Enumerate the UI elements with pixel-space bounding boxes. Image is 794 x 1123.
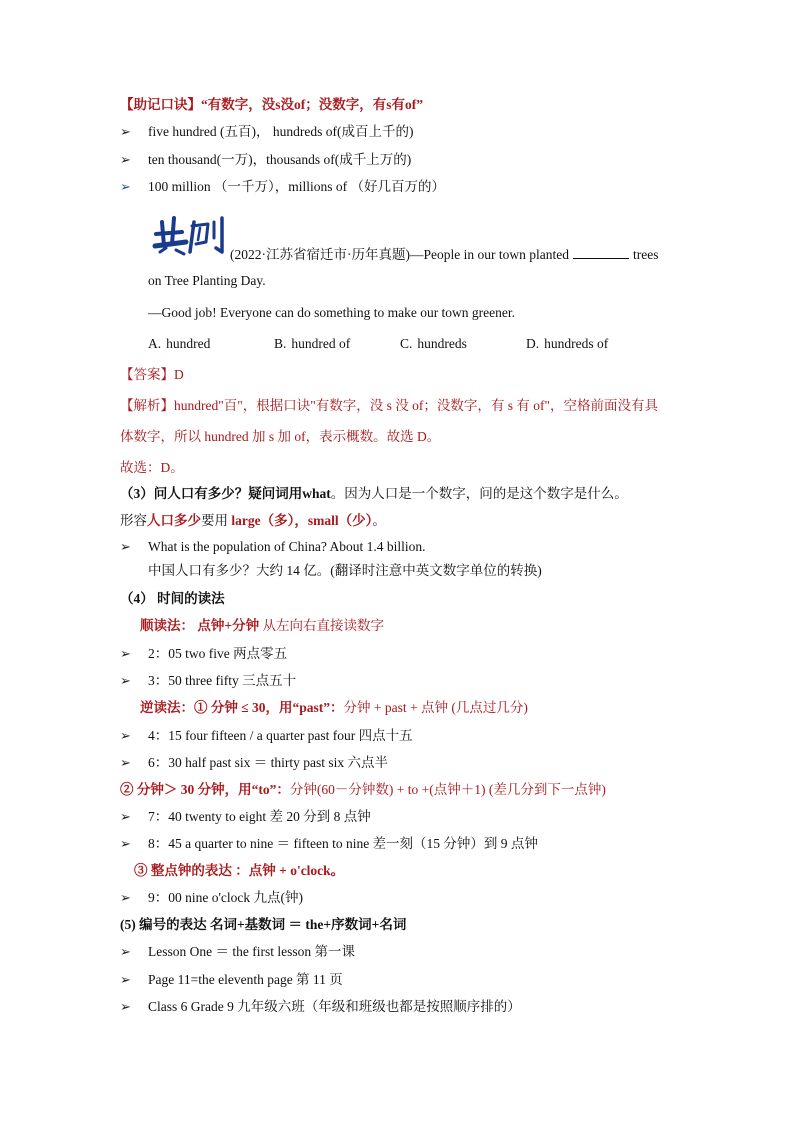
answer-blank <box>573 246 629 259</box>
population-heading-main: （3）问人口有多少？疑问词用what <box>120 486 331 501</box>
mnemonic-heading <box>120 96 423 114</box>
example-mark-icon <box>152 212 230 256</box>
forward-rule: 点钟+分钟 <box>194 618 260 633</box>
question-tail: trees <box>632 247 659 262</box>
population-example-cn: 中国人口有多少？大约 14 亿。(翻译时注意中英文数字单位的转换) <box>148 563 542 578</box>
reverse-label: 逆读法：① 分钟 ≤ 30，用“past”： <box>140 700 344 715</box>
option-b: B. hundred of <box>274 336 351 351</box>
bullet-icon: ➢ <box>120 755 131 770</box>
population-example-en: What is the population of China? About 1.4 billion. <box>148 539 426 554</box>
bullet-icon: ➢ <box>120 646 131 661</box>
bullet-icon: ➢ <box>120 809 131 824</box>
example-reply: —Good job! Everyone can do something to make our town greener. <box>148 305 516 320</box>
bullet-icon: ➢ <box>120 972 131 987</box>
answer-line <box>120 366 184 384</box>
answer-label: 【答案】 <box>120 367 174 382</box>
analysis-conclusion: 故选：D。 <box>120 460 184 475</box>
population-rule: 形容人口多少要用 large（多），small（少）。 <box>120 513 386 528</box>
bullet-icon: ➢ <box>120 152 131 167</box>
analysis-line2: 体数字，所以 hundred 加 s 加 of，表示概数。故选 D。 <box>120 429 441 444</box>
numbering-heading: (5) 编号的表达 名词+基数词 ＝ the+序数词+名词 <box>120 917 407 932</box>
option-a: A. hundred <box>148 336 211 351</box>
list-item: 8：45 a quarter to nine ＝ fifteen to nine 差一刻（15 分钟）到 9 点钟 <box>148 836 538 851</box>
list-item: ten thousand(一万)，thousands of(成千上万的) <box>148 152 412 167</box>
to-reading-rule <box>120 781 606 799</box>
list-item: 2：05 two five 两点零五 <box>148 646 288 661</box>
analysis-text: hundred"百"，根据口诀"有数字，没 s 没 of；没数字，有 s 有 of"，空格前面没有具 <box>174 398 659 413</box>
bullet-icon: ➢ <box>120 890 131 905</box>
oclock-rule: ③ 整点钟的表达 ：点钟 + o'clock。 <box>134 863 345 878</box>
bullet-icon: ➢ <box>120 179 131 194</box>
list-item: 6：30 half past six ＝ thirty past six 六点半 <box>148 755 388 770</box>
analysis-line1 <box>120 397 658 415</box>
forward-reading-rule <box>140 617 384 635</box>
population-heading-tail: 。因为人口是一个数字，问的是这个数字是什么。 <box>330 486 628 501</box>
list-item: Class 6 Grade 9 九年级六班（年级和班级也都是按照顺序排的） <box>148 999 521 1014</box>
analysis-label: 【解析】 <box>120 398 174 413</box>
list-item: 7：40 twenty to eight 差 20 分到 8 点钟 <box>148 809 371 824</box>
bullet-icon: ➢ <box>120 124 131 139</box>
population-heading <box>120 485 628 503</box>
bullet-icon: ➢ <box>120 539 131 554</box>
list-item: 9：00 nine o'clock 九点(钟) <box>148 890 304 905</box>
example-question-line1 <box>230 246 658 264</box>
option-c: C. hundreds <box>400 336 467 351</box>
time-heading: （4） 时间的读法 <box>120 591 225 606</box>
bullet-icon: ➢ <box>120 836 131 851</box>
to-rule: 分钟(60－分钟数) + to +(点钟＋1) (差几分到下一点钟) <box>289 782 606 797</box>
list-item: 3：50 three fifty 三点五十 <box>148 673 297 688</box>
list-item: 4：15 four fifteen / a quarter past four 四点十五 <box>148 728 413 743</box>
list-item: 100 million （一千万），millions of （好几百万的） <box>148 179 446 194</box>
list-item: Lesson One ＝ the first lesson 第一课 <box>148 944 355 959</box>
bullet-icon: ➢ <box>120 673 131 688</box>
mnemonic-text: “有数字，没s没of；没数字，有s有of” <box>201 97 423 112</box>
reverse-rule: 分钟 + past + 点钟 (几点过几分) <box>343 700 528 715</box>
list-item: Page 11=the eleventh page 第 11 页 <box>148 972 343 987</box>
bullet-icon: ➢ <box>120 999 131 1014</box>
option-d: D. hundreds of <box>526 336 609 351</box>
list-item: five hundred (五百)， hundreds of(成百上千的) <box>148 124 414 139</box>
forward-label: 顺读法： <box>140 618 194 633</box>
to-label: ② 分钟＞ 30 分钟，用“to”： <box>120 782 290 797</box>
forward-note: 从左向右直接读数字 <box>259 618 384 633</box>
reverse-reading-rule <box>140 699 528 717</box>
example-question-line2: on Tree Planting Day. <box>148 273 266 288</box>
mnemonic-label: 【助记口诀】 <box>120 97 201 112</box>
bullet-icon: ➢ <box>120 728 131 743</box>
question-text: (2022·江苏省宿迁市·历年真题)—People in our town planted <box>230 247 569 262</box>
bullet-icon: ➢ <box>120 944 131 959</box>
answer-value: D <box>174 367 184 382</box>
